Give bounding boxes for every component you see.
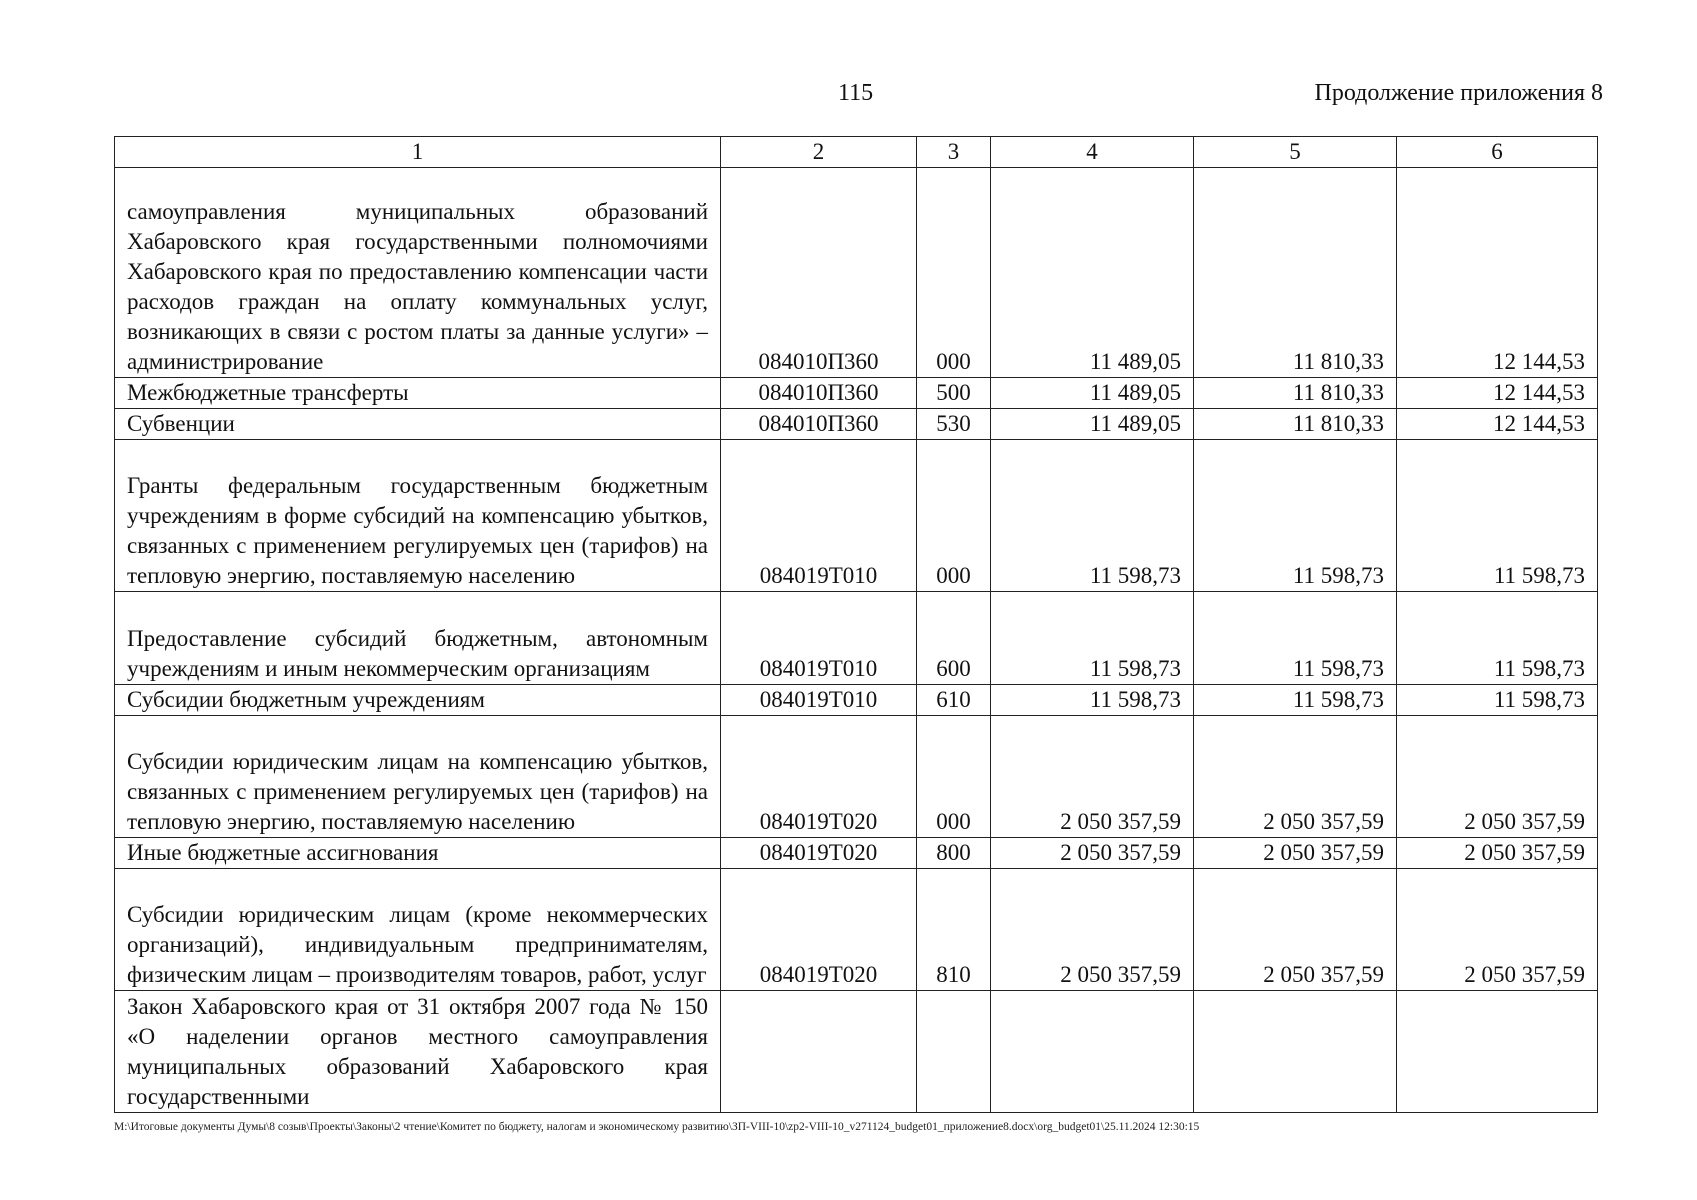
row-target-code: 084010П360	[721, 409, 917, 440]
column-header-5: 5	[1194, 137, 1397, 168]
table-row	[115, 838, 1598, 869]
table-row	[115, 440, 1598, 592]
row-value-year1: 11 598,73	[991, 440, 1194, 592]
row-value-year1: 2 050 357,59	[991, 716, 1194, 838]
table-row	[115, 592, 1598, 685]
column-header-4: 4	[991, 137, 1194, 168]
row-description: Субсидии юридическим лицам на компенсацию убытков, связанных с применением регулируемых цен (тарифов) на тепловую энергию, поставляемую населению	[115, 716, 721, 838]
row-description: Субсидии бюджетным учреждениям	[115, 685, 721, 716]
table-row	[115, 991, 1598, 1113]
row-value-year2: 11 810,33	[1194, 409, 1397, 440]
row-value-year3: 2 050 357,59	[1397, 838, 1598, 869]
row-expense-type: 530	[917, 409, 991, 440]
row-description: Иные бюджетные ассигнования	[115, 838, 721, 869]
row-description: Гранты федеральным государственным бюджетным учреждениям в форме субсидий на компенсацию убытков, связанных с применением регулируемых цен (тарифов) на тепловую энергию, поставляемую населению	[115, 440, 721, 592]
column-header-2: 2	[721, 137, 917, 168]
row-value-year2: 2 050 357,59	[1194, 838, 1397, 869]
appendix-label: Продолжение приложения 8	[1314, 80, 1603, 106]
row-value-year1: 11 489,05	[991, 168, 1194, 378]
row-description: Закон Хабаровского края от 31 октября 2007 года № 150 «О наделении органов местного самоуправления муниципальных образований Хабаровского края государственными	[115, 991, 721, 1113]
row-value-year3	[1397, 991, 1598, 1113]
row-value-year2: 11 810,33	[1194, 168, 1397, 378]
row-value-year2: 11 810,33	[1194, 378, 1397, 409]
table-row	[115, 378, 1598, 409]
row-target-code: 084010П360	[721, 168, 917, 378]
row-value-year3: 12 144,53	[1397, 168, 1598, 378]
row-value-year1: 11 598,73	[991, 592, 1194, 685]
row-target-code: 084019Т010	[721, 440, 917, 592]
row-target-code	[721, 991, 917, 1113]
table-row	[115, 685, 1598, 716]
row-value-year1: 2 050 357,59	[991, 869, 1194, 991]
table-row	[115, 716, 1598, 838]
page-number: 115	[838, 80, 874, 106]
row-value-year2: 11 598,73	[1194, 592, 1397, 685]
row-expense-type: 610	[917, 685, 991, 716]
row-target-code: 084019Т020	[721, 838, 917, 869]
row-description: Субвенции	[115, 409, 721, 440]
row-value-year1: 11 598,73	[991, 685, 1194, 716]
row-value-year1: 11 489,05	[991, 378, 1194, 409]
row-expense-type: 000	[917, 440, 991, 592]
row-description: Субсидии юридическим лицам (кроме некоммерческих организаций), индивидуальным предпринимателям, физическим лицам – производителям товаров, работ, услуг	[115, 869, 721, 991]
row-target-code: 084019Т010	[721, 592, 917, 685]
row-value-year3: 12 144,53	[1397, 409, 1598, 440]
row-value-year3: 11 598,73	[1397, 592, 1598, 685]
row-value-year2: 2 050 357,59	[1194, 869, 1397, 991]
row-value-year1: 2 050 357,59	[991, 838, 1194, 869]
table-row	[115, 168, 1598, 378]
row-target-code: 084019Т020	[721, 869, 917, 991]
row-target-code: 084019Т010	[721, 685, 917, 716]
row-expense-type	[917, 991, 991, 1113]
document-file-path: M:\Итоговые документы Думы\8 созыв\Проекты\Законы\2 чтение\Комитет по бюджету, налогам и экономическому развитию\ЗП-VIII-10\zp2-VIII-10_v271124_budget01_приложение8.docx\org_budget01\25.11.2024 12:30:15	[114, 1121, 1200, 1133]
budget-table	[114, 136, 1598, 1113]
row-expense-type: 000	[917, 716, 991, 838]
row-description: Предоставление субсидий бюджетным, автономным учреждениям и иным некоммерческим организациям	[115, 592, 721, 685]
column-header-1: 1	[115, 137, 721, 168]
column-header-3: 3	[917, 137, 991, 168]
column-number-row	[115, 137, 1598, 168]
row-target-code: 084010П360	[721, 378, 917, 409]
row-description: Межбюджетные трансферты	[115, 378, 721, 409]
row-expense-type: 600	[917, 592, 991, 685]
row-expense-type: 810	[917, 869, 991, 991]
row-value-year2: 11 598,73	[1194, 685, 1397, 716]
row-description: самоуправления муниципальных образований Хабаровского края государственными полномочиями Хабаровского края по предоставлению компенсации части расходов граждан на оплату коммунальных услуг, возникающих в связи с ростом платы за данные услуги» – администрирование	[115, 168, 721, 378]
row-value-year3: 2 050 357,59	[1397, 869, 1598, 991]
row-value-year1	[991, 991, 1194, 1113]
table-row	[115, 869, 1598, 991]
row-value-year3: 12 144,53	[1397, 378, 1598, 409]
row-expense-type: 000	[917, 168, 991, 378]
row-target-code: 084019Т020	[721, 716, 917, 838]
row-value-year1: 11 489,05	[991, 409, 1194, 440]
row-value-year2: 2 050 357,59	[1194, 716, 1397, 838]
table-row	[115, 409, 1598, 440]
row-expense-type: 500	[917, 378, 991, 409]
row-value-year3: 11 598,73	[1397, 440, 1598, 592]
column-header-6: 6	[1397, 137, 1598, 168]
row-value-year3: 11 598,73	[1397, 685, 1598, 716]
row-value-year3: 2 050 357,59	[1397, 716, 1598, 838]
row-value-year2	[1194, 991, 1397, 1113]
row-value-year2: 11 598,73	[1194, 440, 1397, 592]
row-expense-type: 800	[917, 838, 991, 869]
